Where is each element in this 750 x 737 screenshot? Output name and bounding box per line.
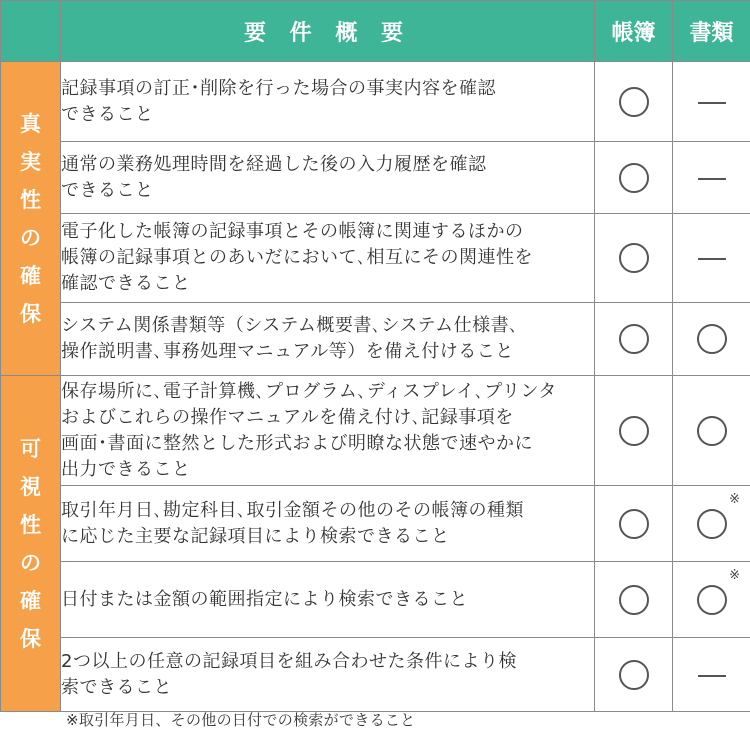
category-char: 性 [20,187,41,212]
header-documents: 書類 [673,1,750,62]
circle-icon [619,243,649,273]
documents-mark-cell [673,303,750,376]
documents-mark-cell [673,376,750,486]
circle-icon [619,660,649,690]
requirement-line: 通常の業務処理時間を経過した後の入力履歴を確認 [61,153,487,175]
documents-mark-cell [673,638,750,712]
requirement-line: 出力できること [61,458,191,480]
category-visibility [1,376,61,712]
category-char: 保 [20,626,41,651]
category-char: 視 [20,474,41,499]
books-mark-cell [595,214,673,303]
dash-icon [698,675,726,677]
category-char: の [20,225,41,250]
circle-icon [619,509,649,539]
requirement-line: できること [61,179,154,201]
circle-icon [697,324,727,354]
requirement-line: 2つ以上の任意の記録項目を組み合わせた条件により検 [61,650,517,672]
requirement-text [61,638,595,712]
dash-icon [698,102,726,104]
circle-icon [619,324,649,354]
table-row [1,62,750,142]
category-char: 実 [20,149,41,174]
requirement-line: 帳簿の記録事項とのあいだにおいて､相互にその関連性を [61,247,533,268]
circle-icon [619,585,649,615]
category-char: 確 [20,588,41,613]
books-mark-cell [595,486,673,562]
header-summary-label: 要 件 概 要 [244,20,411,46]
requirement-line: 索できること [61,676,172,698]
requirement-line: システム関係書類等（システム概要書､システム仕様書､ [61,315,519,336]
header-books: 帳簿 [595,1,673,62]
circle-icon [697,509,727,539]
dash-icon [698,178,726,180]
requirement-line: およびこれらの操作マニュアルを備え付け､記録事項を [61,406,514,428]
header-summary [61,1,595,62]
documents-mark-cell [673,562,750,638]
category-char: 性 [20,512,41,537]
requirement-text [61,142,595,214]
requirement-line: 保存場所に､電子計算機､プログラム､ディスプレイ､プリンタ [61,380,557,402]
requirement-text [61,562,595,638]
circle-icon [619,416,649,446]
category-char: 保 [20,301,41,326]
table-row [1,486,750,562]
requirement-text [61,303,595,376]
documents-mark-cell [673,214,750,303]
circle-icon [619,87,649,117]
category-authenticity [1,62,61,376]
requirement-line: できること [61,103,154,125]
books-mark-cell [595,562,673,638]
footnote-marker: ※ [729,568,740,583]
circle-icon [697,416,727,446]
books-mark-cell [595,303,673,376]
table-row [1,142,750,214]
requirement-text [61,62,595,142]
table-row [1,303,750,376]
footnote-marker: ※ [729,492,740,507]
requirement-line: 取引年月日､勘定科目､取引金額その他のその帳簿の種類 [61,499,524,521]
books-mark-cell [595,62,673,142]
requirement-line: 確認できること [61,273,191,294]
circle-icon [697,585,727,615]
category-char: 確 [20,263,41,288]
requirement-text [61,486,595,562]
requirement-line: 記録事項の訂正･削除を行った場合の事実内容を確認 [61,77,496,99]
requirement-text [61,376,595,486]
requirement-line: 画面･書面に整然とした形式および明瞭な状態で速やかに [61,432,533,454]
category-char: 真 [20,111,41,136]
requirement-line: に応じた主要な記録項目により検索できること [61,525,450,547]
documents-mark-cell [673,486,750,562]
category-char: 可 [20,436,41,461]
header-row [1,1,750,62]
books-mark-cell [595,376,673,486]
documents-mark-cell [673,62,750,142]
requirement-line: 電子化した帳簿の記録事項とその帳簿に関連するほかの [61,221,524,242]
requirement-line: 操作説明書､事務処理マニュアル等）を備え付けること [61,341,514,362]
table-row [1,562,750,638]
table-row [1,638,750,712]
table-row [1,214,750,303]
table-row [1,376,750,486]
circle-icon [619,163,649,193]
header-corner-cell [1,1,61,62]
category-char: の [20,550,41,575]
books-mark-cell [595,142,673,214]
requirement-line: 日付または金額の範囲指定により検索できること [61,588,468,610]
footnote: ※取引年月日、その他の日付での検索ができること [66,711,416,729]
dash-icon [698,258,726,260]
requirement-text [61,214,595,303]
documents-mark-cell [673,142,750,214]
books-mark-cell [595,638,673,712]
